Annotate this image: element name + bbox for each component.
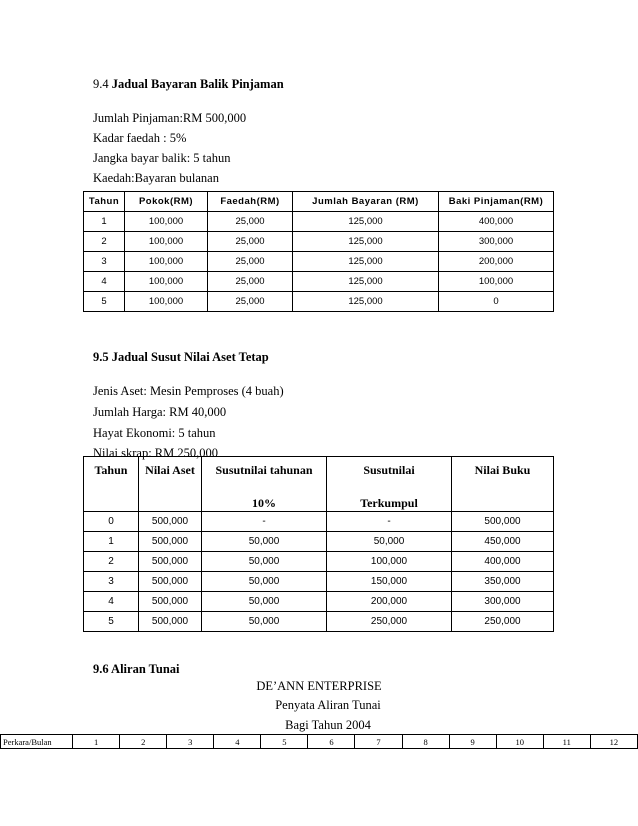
header-cell: Faedah(RM) — [208, 192, 293, 212]
table-cell: 50,000 — [202, 572, 327, 592]
header-cell: 9 — [449, 735, 496, 749]
header-cell: Nilai Buku — [452, 457, 554, 512]
header-cell: Perkara/Bulan — [1, 735, 73, 749]
header-cell: Jumlah Bayaran (RM) — [293, 192, 439, 212]
header-cell: Tahun — [84, 192, 125, 212]
table-row — [84, 592, 554, 612]
table-cell: 25,000 — [208, 212, 293, 232]
section-9-5-title: 9.5 Jadual Susut Nilai Aset Tetap — [93, 350, 269, 364]
header-cell: 12 — [590, 735, 637, 749]
table-cell: 450,000 — [452, 532, 554, 552]
table-cell: 125,000 — [293, 252, 439, 272]
table-cell: 5 — [84, 292, 125, 312]
section-9-4-heading — [93, 77, 284, 92]
table-cell: 100,000 — [125, 212, 208, 232]
table-cell: 3 — [84, 572, 139, 592]
table-cell: 100,000 — [125, 252, 208, 272]
company-name: DE’ANN ENTERPRISE — [256, 679, 382, 693]
table-row — [84, 512, 554, 532]
table-cell: 25,000 — [208, 272, 293, 292]
table-header-row — [84, 192, 554, 212]
header-cell: 6 — [308, 735, 355, 749]
scrap-value: Nilai skrap: RM 250,000 — [93, 446, 218, 460]
total-price: Jumlah Harga: RM 40,000 — [93, 405, 227, 419]
table-row — [84, 292, 554, 312]
cash-flow-table — [0, 734, 638, 749]
table-row — [84, 612, 554, 632]
table-cell: 100,000 — [125, 232, 208, 252]
table-cell: 300,000 — [452, 592, 554, 612]
table-cell: 400,000 — [439, 212, 554, 232]
table-cell: 1 — [84, 532, 139, 552]
table-cell: - — [327, 512, 452, 532]
interest-rate: Kadar faedah : 5% — [93, 131, 187, 145]
table-cell: 50,000 — [202, 532, 327, 552]
table-row — [84, 232, 554, 252]
table-cell: 250,000 — [452, 612, 554, 632]
table-header-row — [84, 457, 554, 512]
table-cell: 500,000 — [139, 592, 202, 612]
table-cell: 150,000 — [327, 572, 452, 592]
table-cell: 1 — [84, 212, 125, 232]
table-row — [84, 272, 554, 292]
header-cell: 5 — [261, 735, 308, 749]
table-cell: 25,000 — [208, 292, 293, 312]
table-cell: 50,000 — [202, 552, 327, 572]
table-cell: 4 — [84, 592, 139, 612]
table-header-row — [1, 735, 638, 749]
table-cell: 200,000 — [327, 592, 452, 612]
table-cell: 500,000 — [452, 512, 554, 532]
table-cell: 125,000 — [293, 232, 439, 252]
header-cell: 10 — [496, 735, 543, 749]
table-row — [84, 532, 554, 552]
table-cell: 250,000 — [327, 612, 452, 632]
header-cell: Tahun — [84, 457, 139, 512]
header-cell: Susutnilai Terkumpul — [327, 457, 452, 512]
table-cell: 200,000 — [439, 252, 554, 272]
table-cell: 2 — [84, 232, 125, 252]
header-cell: 1 — [73, 735, 120, 749]
table-cell: 500,000 — [139, 552, 202, 572]
table-cell: - — [202, 512, 327, 532]
table-cell: 100,000 — [125, 272, 208, 292]
table-cell: 400,000 — [452, 552, 554, 572]
table-cell: 100,000 — [439, 272, 554, 292]
table-cell: 100,000 — [125, 292, 208, 312]
section-number: 9.4 — [93, 77, 109, 91]
table-cell: 500,000 — [139, 512, 202, 532]
table-cell: 4 — [84, 272, 125, 292]
table-cell: 500,000 — [139, 532, 202, 552]
table-cell: 50,000 — [202, 612, 327, 632]
table-cell: 3 — [84, 252, 125, 272]
table-cell: 2 — [84, 552, 139, 572]
table-cell: 50,000 — [202, 592, 327, 612]
repayment-period: Jangka bayar balik: 5 tahun — [93, 151, 231, 165]
header-cell: 3 — [167, 735, 214, 749]
table-cell: 300,000 — [439, 232, 554, 252]
table-cell: 5 — [84, 612, 139, 632]
statement-title: Penyata Aliran Tunai — [275, 698, 381, 712]
section-title: Jadual Bayaran Balik Pinjaman — [111, 77, 284, 91]
table-cell: 50,000 — [327, 532, 452, 552]
table-cell: 100,000 — [327, 552, 452, 572]
depreciation-table — [83, 456, 554, 632]
table-row — [84, 552, 554, 572]
asset-type: Jenis Aset: Mesin Pemproses (4 buah) — [93, 384, 284, 398]
header-cell: Nilai Aset — [139, 457, 202, 512]
header-cell: 11 — [543, 735, 590, 749]
table-row — [84, 572, 554, 592]
economic-life: Hayat Ekonomi: 5 tahun — [93, 426, 216, 440]
table-cell: 0 — [439, 292, 554, 312]
header-cell: 2 — [120, 735, 167, 749]
table-cell: 125,000 — [293, 292, 439, 312]
table-row — [84, 252, 554, 272]
section-9-6-title: 9.6 Aliran Tunai — [93, 662, 180, 676]
header-cell: Pokok(RM) — [125, 192, 208, 212]
header-cell: Susutnilai tahunan 10% — [202, 457, 327, 512]
header-cell: Baki Pinjaman(RM) — [439, 192, 554, 212]
loan-repayment-table — [83, 191, 554, 312]
table-cell: 25,000 — [208, 232, 293, 252]
repayment-method: Kaedah:Bayaran bulanan — [93, 171, 219, 185]
table-cell: 500,000 — [139, 612, 202, 632]
header-cell: 7 — [355, 735, 402, 749]
header-cell: 4 — [214, 735, 261, 749]
table-cell: 350,000 — [452, 572, 554, 592]
table-cell: 125,000 — [293, 212, 439, 232]
statement-period: Bagi Tahun 2004 — [285, 718, 371, 732]
table-cell: 0 — [84, 512, 139, 532]
table-cell: 500,000 — [139, 572, 202, 592]
table-row — [84, 212, 554, 232]
loan-amount: Jumlah Pinjaman:RM 500,000 — [93, 111, 247, 125]
table-cell: 25,000 — [208, 252, 293, 272]
table-cell: 125,000 — [293, 272, 439, 292]
header-cell: 8 — [402, 735, 449, 749]
